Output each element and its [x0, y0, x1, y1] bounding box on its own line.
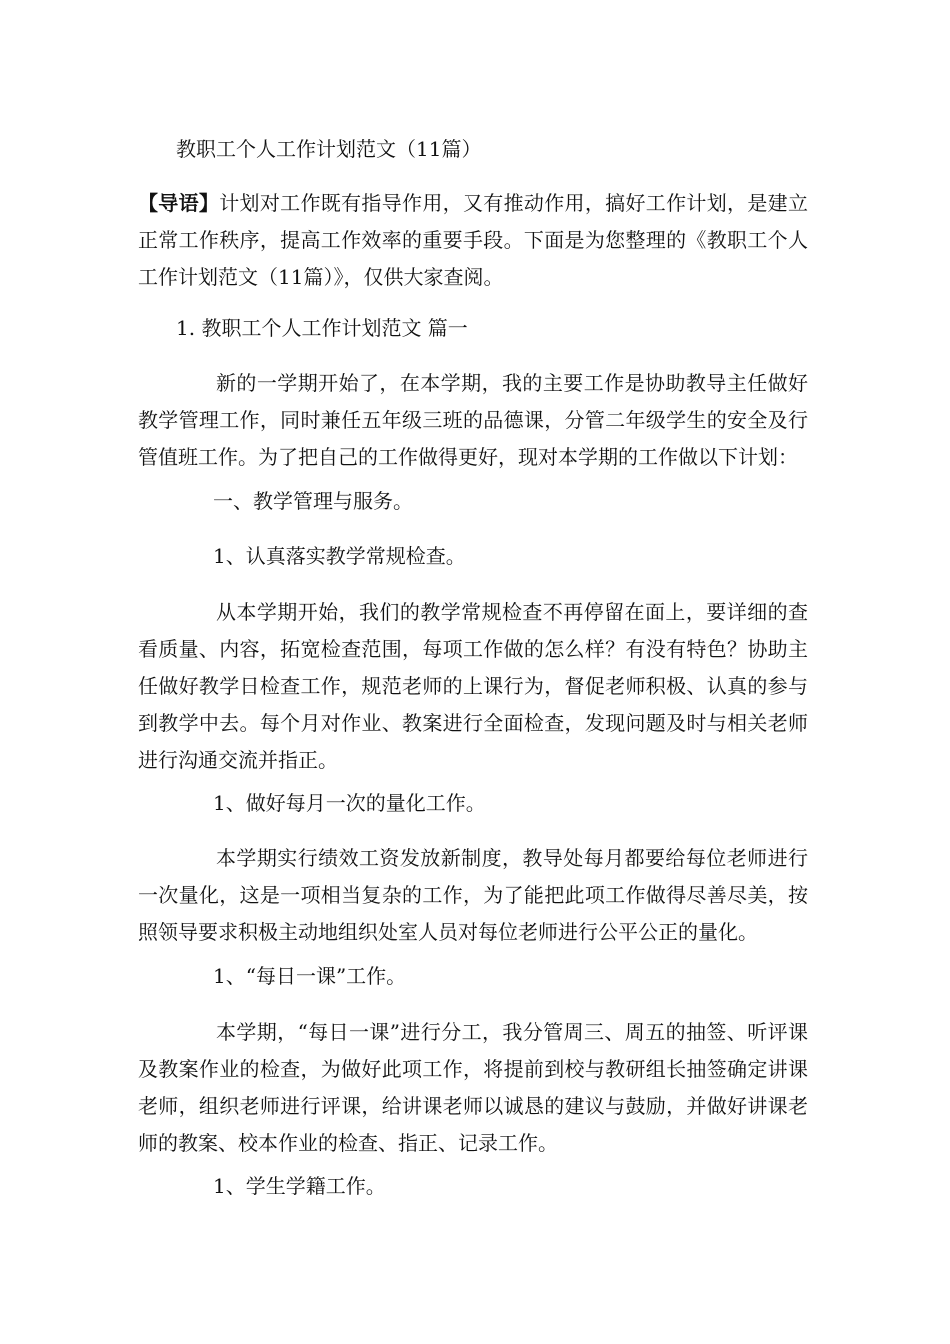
intro-text: 计划对工作既有指导作用，又有推动作用，搞好工作计划，是建立正常工作秩序，提高工作效率的重要手段。下面是为您整理的《教职工个人工作计划范文（11篇）》，仅供大家查阅。	[138, 191, 808, 289]
subheading-teaching-management: 一、教学管理与服务。	[213, 489, 413, 513]
body-paragraph-3: 本学期实行绩效工资发放新制度，教导处每月都要给每位老师进行一次量化，这是一项相当复杂的工作，为了能把此项工作做得尽善尽美，按照领导要求积极主动地组织处室人员对每位老师进行公平公正的量化。	[138, 846, 808, 944]
body-paragraph-4: 本学期，“每日一课”进行分工，我分管周三、周五的抽签、听评课及教案作业的检查，为做好此项工作，将提前到校与教研组长抽签确定讲课老师，组织老师进行评课，给讲课老师以诚恳的建议与鼓励，并做好讲课老师的教案、校本作业的检查、指正、记录工作。	[138, 1020, 808, 1155]
list-item-student-records: 1、学生学籍工作。	[213, 1174, 386, 1198]
list-item-routine-check: 1、认真落实教学常规检查。	[213, 544, 466, 568]
body-paragraph-1: 新的一学期开始了，在本学期，我的主要工作是协助教导主任做好教学管理工作，同时兼任五年级三班的品德课，分管二年级学生的安全及行管值班工作。为了把自己的工作做得更好，现对本学期的工作做以下计划：	[138, 371, 808, 469]
list-item-daily-lesson: 1、“每日一课”工作。	[213, 964, 407, 988]
intro-tag: 【导语】	[138, 191, 220, 215]
list-item-monthly-quantification: 1、做好每月一次的量化工作。	[213, 791, 486, 815]
intro-paragraph	[138, 185, 808, 296]
body-paragraph-2: 从本学期开始，我们的教学常规检查不再停留在面上，要详细的查看质量、内容，拓宽检查范围，每项工作做的怎么样？有没有特色？协助主任做好教学日检查工作，规范老师的上课行为，督促老师积极、认真的参与到教学中去。每个月对作业、教案进行全面检查，发现问题及时与相关老师进行沟通交流并指正。	[138, 600, 808, 772]
document-title: 教职工个人工作计划范文（11篇）	[176, 137, 482, 161]
section-heading: 1. 教职工个人工作计划范文 篇一	[176, 316, 468, 340]
